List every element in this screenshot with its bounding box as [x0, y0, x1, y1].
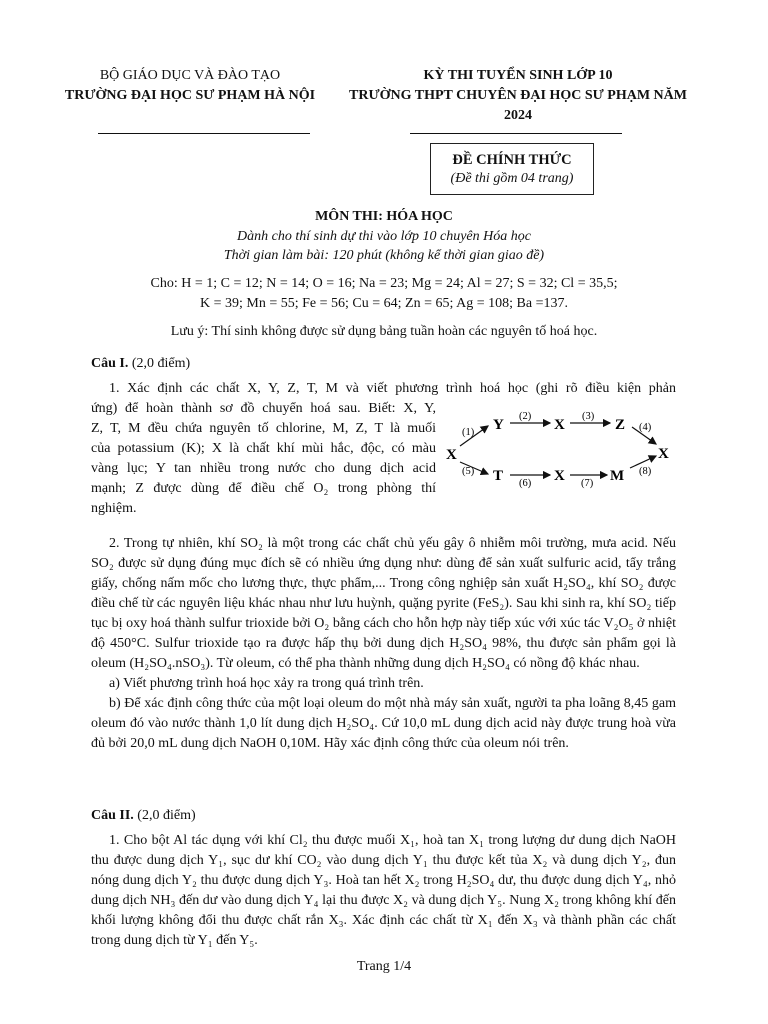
header-right-rule — [410, 133, 622, 134]
question-2-points: (2,0 điểm) — [137, 808, 196, 823]
exam-year: 2024 — [504, 108, 532, 123]
exam-audience: Dành cho thí sinh dự thi vào lớp 10 chuyên Hóa học — [237, 229, 531, 244]
official-title: ĐỀ CHÍNH THỨC — [452, 152, 572, 168]
node-x-bottom: X — [554, 468, 565, 484]
exam-duration: Thời gian làm bài: 120 phút (không kể thời gian giao đề) — [223, 248, 545, 263]
question-1-heading — [91, 354, 190, 374]
q1-part2-text: 2. Trong tự nhiên, khí SO₂ là một trong các chất chủ yếu gây ô nhiễm môi trường, mưa acid. Nếu SO₂ được sử dụng đúng mục đích sẽ có nhiều ứng dụng như: dùng để sản xuất sulfuric acid, tẩy trắng giấy, chống nấm mốc cho lương thực, thực phẩm,... Trong công nghiệp sản xuất H₂SO₄, khí SO₂ được điều chế từ các nguyên liệu khác nhau như lưu huỳnh, quặng pyrite (FeS₂). Sau khi sinh ra, khí SO₂ tiếp tục bị oxy hoá thành sulfur trioxide bởi O₂ bằng cách cho hỗn hợp này tiếp xúc với xúc tác V₂O₅ ở nhiệt độ 450°C. Sulfur trioxide tạo ra được hấp thụ bởi dung dịch H₂SO₄ 98%, thu được sản phẩm gọi là oleum (H₂SO₄.nSO₃). Từ oleum, có thể pha thành những dung dịch H₂SO₄ có nồng độ khác nhau. — [91, 536, 676, 671]
atomic-masses-line1: Cho: H = 1; C = 12; N = 14; O = 16; Na = 23; Mg = 24; Al = 27; S = 32; Cl = 35,5; — [150, 276, 618, 291]
node-x-end: X — [658, 446, 669, 462]
node-x-top: X — [554, 417, 565, 433]
step-label-3: (3) — [582, 411, 595, 422]
q1-part1-line: ứng) để hoàn thành sơ đồ chuyển hoá sau. Biết: X, Y, — [91, 401, 436, 416]
step-label-2: (2) — [519, 411, 532, 422]
q1-part1-line: của potassium (K); X là chất khí mùi hắc, độc, có màu — [91, 441, 436, 456]
question-1-label: Câu I. — [91, 356, 129, 371]
official-exam-box — [430, 143, 594, 195]
header-left-rule — [98, 133, 310, 134]
step-label-6: (6) — [519, 478, 532, 489]
header-left — [62, 66, 318, 106]
university-name: TRƯỜNG ĐẠI HỌC SƯ PHẠM HÀ NỘI — [64, 88, 316, 103]
q1-part2-a: a) Viết phương trình hoá học xảy ra trong quá trình trên. — [109, 676, 424, 691]
step-label-8: (8) — [639, 466, 652, 477]
atomic-masses-line2: K = 39; Mn = 55; Fe = 56; Cu = 64; Zn = 65; Ag = 108; Ba =137. — [200, 296, 568, 311]
q1-part1-first-line: 1. Xác định các chất X, Y, Z, T, M và viết phương trình hoá học (ghi rõ điều kiện phản — [109, 381, 676, 396]
q1-part2-b: b) Để xác định công thức của một loại oleum do một nhà máy sản xuất, người ta pha loãng 8,45 gam oleum đó vào nước thành 1,0 lít dung dịch H₂SO₄. Cứ 10,0 mL dung dịch acid này được trung hoà vừa đủ bởi 20,0 mL dung dịch NaOH 0,10M. Hãy xác định công thức của oleum nói trên. — [91, 696, 676, 751]
node-y: Y — [493, 417, 504, 433]
q2-part1 — [91, 831, 676, 951]
question-1-points: (2,0 điểm) — [131, 356, 191, 371]
school-name: TRƯỜNG THPT CHUYÊN ĐẠI HỌC SƯ PHẠM NĂM — [349, 88, 687, 103]
node-m: M — [610, 468, 625, 484]
q2-part1-text: 1. Cho bột Al tác dụng với khí Cl₂ thu được muối X₁, hoà tan X₁ trong lượng dư dung dịch NaOH thu được dung dịch Y₁, sục dư khí CO₂ vào dung dịch Y₁ thu được kết tủa X₂ và dung dịch Y₂, đun nóng dung dịch Y₂ thu được dung dịch Y₃. Hoà tan hết X₂ trong H₂SO₄ dư, thu được dung dịch Y₄, nhỏ dung dịch NH₃ đến dư vào dung dịch Y₄ lại thu được X₂ và dung dịch Y₅. Nung X₂ trong không khí đến khối lượng không đổi thu được chất rắn X₃. Xác định các chất từ X₁ đến X₃ và thành phần các chất trong dung dịch từ Y₁ đến Y₅. — [91, 833, 676, 948]
step-label-7: (7) — [581, 478, 594, 489]
reaction-scheme-diagram — [440, 402, 680, 492]
q1-part1-line: nghiệm. — [91, 501, 137, 516]
subject-title: MÔN THI: HÓA HỌC — [315, 209, 453, 224]
question-2-label: Câu II. — [91, 808, 134, 823]
q1-part1-line: Z, T, M đều chứa nguyên tố chlorine, M, Z, T là muối — [91, 421, 436, 436]
official-subtitle: (Đề thi gồm 04 trang) — [450, 171, 574, 186]
step-label-1: (1) — [462, 427, 475, 438]
step-label-5: (5) — [462, 466, 475, 477]
node-z: Z — [615, 417, 626, 433]
q1-part1-line: vàng lục; Y tan nhiều trong nước cho dung dịch acid — [91, 461, 436, 476]
question-2-heading — [91, 806, 196, 826]
node-t: T — [493, 468, 504, 484]
q1-part1-line: mạnh; Z được dùng để điều chế O₂ trong phòng thí — [91, 481, 436, 496]
step-label-4: (4) — [639, 422, 652, 433]
q1-part2 — [91, 534, 676, 754]
page-number: Trang 1/4 — [356, 959, 412, 974]
ministry-name: BỘ GIÁO DỤC VÀ ĐÀO TẠO — [99, 68, 281, 83]
header-right — [340, 66, 696, 126]
node-x-start: X — [446, 447, 457, 463]
exam-name: KỲ THI TUYỂN SINH LỚP 10 — [423, 68, 613, 83]
q1-part1-body — [91, 399, 436, 519]
exam-note: Lưu ý: Thí sinh không được sử dụng bảng tuần hoàn các nguyên tố hoá học. — [170, 324, 598, 339]
